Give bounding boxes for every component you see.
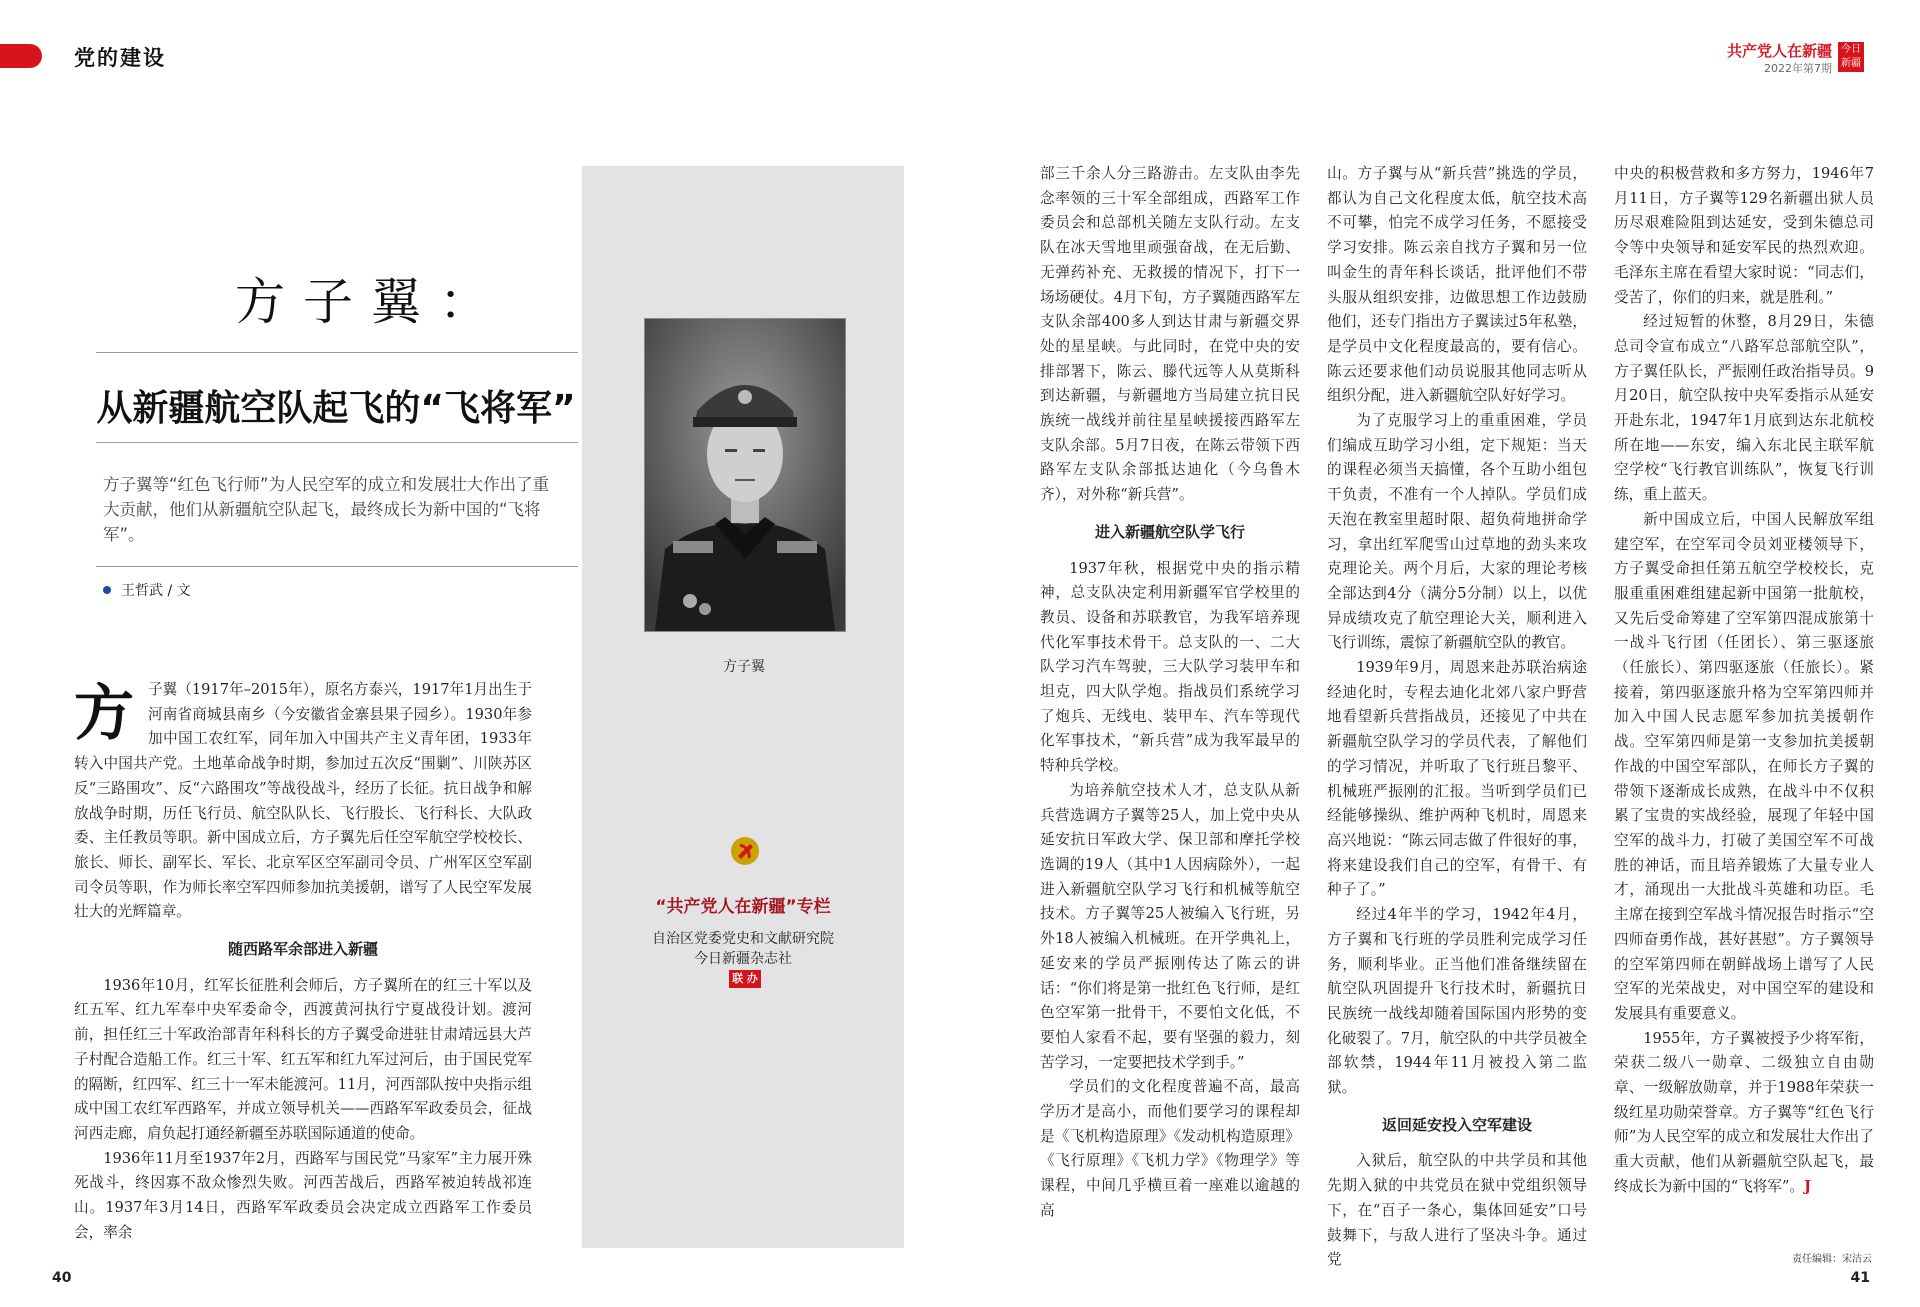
paragraph: 学员们的文化程度普遍不高，最高学历才是高小，而他们要学习的课程却是《飞机构造原理》《发动机构造原理》《飞行原理》《飞机力学》《物理学》等课程，中间几乎横亘着一座难以逾越的高: [1040, 1078, 1300, 1219]
body-column-1: [74, 678, 532, 1245]
end-mark-icon: J: [1804, 1177, 1811, 1195]
paragraph: 经过短暂的休整，8月29日，朱德总司令宣布成立“八路军总部航空队”，方子翼任队长，严振刚任政治指导员。9月20日，航空队按中央军委指示从延安开赴东北，1947年1月底到达东北航校所在地——东安，编入东北民主联军航空学校“飞行教官训练队”，恢复飞行训练，重上蓝天。: [1614, 313, 1874, 504]
paragraph: 入狱后，航空队的中共学员和其他先期入狱的中共党员在狱中党组织领导下，在“百子一条心，集体回延安”口号鼓舞下，与敌人进行了坚决斗争。通过党: [1327, 1152, 1587, 1269]
column-box-org-1: 自治区党委党史和文献研究院: [652, 931, 834, 947]
byline-dot-icon: [103, 586, 111, 594]
paragraph: 为培养航空技术人才，总支队从新兵营选调方子翼等25人，加上党中央从延安抗日军政大学、保卫部和摩托学校选调的19人（其中1人因病除外），一起进入新疆航空队学习飞行和机械等航空技术。方子翼等25人被编入飞行班，另外18人被编入机械班。在开学典礼上，延安来的学员严振刚传达了陈云的讲话：“你们将是第一批红色飞行师，是红色空军第一批骨干，不要怕文化低，不要怕人家看不起，要有坚强的毅力，刻苦学习，一定要把技术学到手。”: [1040, 781, 1300, 1071]
section-tab-marker: [0, 44, 42, 68]
paragraph-text: 1955年，方子翼被授予少将军衔，荣获二级八一勋章、二级独立自由勋章、一级解放勋章，并于1988年荣获一级红星功勋荣誉章。方子翼等“红色飞行师”为人民空军的成立和发展壮大作出了重大贡献，他们从新疆航空队起飞，最终成长为新中国的“飞将军”。: [1614, 1029, 1874, 1195]
byline: [103, 580, 191, 600]
paragraph: 1939年9月，周恩来赴苏联治病途经迪化时，专程去迪化北郊八家户野营地看望新兵营指战员，还接见了中共在新疆航空队学习的学员代表，了解他们的学习情况，并听取了飞行班吕黎平、机械班严振刚的汇报。当听到学员们已经能够操纵、维护两种飞机时，周恩来高兴地说：“陈云同志做了件很好的事，将来建设我们自己的空军，有骨干、有种子了。”: [1327, 659, 1587, 899]
subheading: 进入新疆航空队学飞行: [1094, 522, 1245, 541]
portrait-illustration: [645, 319, 845, 631]
article-title-name: 方子翼：: [235, 273, 507, 331]
portrait-photo: [644, 318, 846, 632]
subheading: 随西路军余部进入新疆: [227, 940, 378, 959]
paragraph: 为了克服学习上的重重困难，学员们编成互助学习小组，定下规矩：当天的课程必须当天搞懂，各个互助小组包干负责，不准有一个人掉队。学员们成天泡在教室里超时限、超负荷地拼命学习，拿出红军爬雪山过草地的劲头来攻克理论关。两个月后，大家的理论考核全部达到4分（满分5分制）以上，以优异成绩攻克了航空理论大关，顺利进入飞行训练，震惊了新疆航空队的教官。: [1327, 412, 1587, 652]
body-column-4: [1614, 162, 1874, 1200]
section-label: 党的建设: [74, 45, 166, 70]
paragraph: 经过4年半的学习，1942年4月，方子翼和飞行班的学员胜利完成学习任务，顺利毕业。正当他们准备继续留在航空队巩固提升飞行技术时，新疆抗日民族统一战线却随着国际国内形势的变化破裂了。7月，航空队的中共学员被全部软禁，1944年11月被投入第二监狱。: [1327, 906, 1587, 1097]
title-rule-bottom: [96, 442, 578, 443]
magazine-logo: 今日新疆: [1838, 42, 1864, 72]
magazine-title: 共产党人在新疆: [1726, 42, 1832, 60]
byline-text: 王哲武 / 文: [121, 583, 191, 599]
subheading: 返回延安投入空军建设: [1381, 1115, 1532, 1134]
column-box-org-2: 今日新疆杂志社: [694, 951, 792, 967]
paragraph: 山。方子翼与从“新兵营”挑选的学员，都认为自己文化程度太低，航空技术高不可攀，怕完不成学习任务，不愿接受学习安排。陈云亲自找方子翼和另一位叫金生的青年科长谈话，批评他们不带头服从组织安排，边做思想工作边鼓励他们，还专门指出方子翼读过5年私塾，是学员中文化程度最高的，要有信心。陈云还要求他们动员说服其他同志听从组织分配，进入新疆航空队好好学习。: [1327, 165, 1587, 405]
title-rule-top: [96, 352, 578, 353]
article-subtitle: 从新疆航空队起飞的“飞将军”: [96, 388, 576, 429]
body-column-3: [1327, 162, 1587, 1273]
editor-credit: 责任编辑：宋洁云: [1792, 1254, 1872, 1265]
paragraph: [74, 678, 532, 925]
column-box-title: “共产党人在新疆”专栏: [655, 897, 831, 917]
paragraph: [1614, 1027, 1874, 1200]
lead-rule: [96, 566, 578, 567]
photo-caption: 方子翼: [723, 659, 765, 675]
body-column-2: [1040, 162, 1300, 1224]
paragraph: 中央的积极营救和多方努力，1946年7月11日，方子翼等129名新疆出狱人员历尽艰难险阻到达延安，受到朱德总司令等中央领导和延安军民的热烈欢迎。毛泽东主席在看望大家时说：“同志们，受苦了，你们的归来，就是胜利。”: [1614, 165, 1874, 306]
paragraph: 新中国成立后，中国人民解放军组建空军，在空军司令员刘亚楼领导下，方子翼受命担任第五航空学校校长，克服重重困难组建起新中国第一批航校，又先后受命筹建了空军第四混成旅第十一战斗飞行团（任团长）、第三驱逐旅（任旅长）、第四驱逐旅（任旅长）。紧接着，第四驱逐旅升格为空军第四师并加入中国人民志愿军参加抗美援朝作战。空军第四师是第一支参加抗美援朝作战的中国空军部队，在师长方子翼的带领下逐渐成长成熟，在战斗中不仅积累了宝贵的实战经验，展现了年轻中国空军的战斗力，打破了美国空军不可战胜的神话，而且培养锻炼了大量专业人才，涌现出一大批战斗英雄和功臣。毛主席在接到空军战斗情况报告时指示“空四师奋勇作战，甚好甚慰”。方子翼领导的空军第四师在朝鲜战场上谱写了人民空军的光荣战史，对中国空军的建设和发展具有重要意义。: [1614, 510, 1874, 1022]
magazine-issue: 2022年第7期: [1764, 62, 1832, 75]
paragraph-text: 子翼（1917年–2015年），原名方泰兴，1917年1月出生于河南省商城县南乡（今安徽省金寨县果子园乡）。1930年参加中国工农红军，同年加入中国共产主义青年团，1933年转入中国共产党。土地革命战争时期，参加过五次反“围剿”、川陕苏区反“三路围攻”、反“六路围攻”等战役战斗，经历了长征。抗日战争和解放战争时期，历任飞行员、航空队队长、飞行股长、飞行科长、大队政委、主任教员等职。新中国成立后，方子翼先后任空军航空学校校长、旅长、师长、副军长、军长、北京军区空军副司令员、广州军区空军副司令员等职，作为师长率空军四师参加抗美援朝，谱写了人民空军发展壮大的光辉篇章。: [74, 681, 532, 921]
article-lead: 方子翼等“红色飞行师”为人民空军的成立和发展壮大作出了重大贡献，他们从新疆航空队起飞，最终成长为新中国的“飞将军”。: [103, 475, 550, 544]
page-number-left: 40: [52, 1270, 72, 1286]
page-number-right: 41: [1850, 1270, 1870, 1286]
drop-cap: 方: [74, 679, 134, 749]
column-box-badge: 联 办: [729, 970, 761, 988]
paragraph: 1936年10月，红军长征胜利会师后，方子翼所在的红三十军以及红五军、红九军奉中央军委命令，西渡黄河执行宁夏战役计划。渡河前，担任红三十军政治部青年科科长的方子翼受命进驻甘肃靖远县大芦子村配合造船工作。红三十军、红五军和红九军过河后，由于国民党军的隔断，红四军、红三十一军未能渡河。11月，河西部队按中央指示组成中国工农红军西路军，并成立领导机关——西路军军政委员会，征战河西走廊，肩负起打通经新疆至苏联国际通道的使命。: [74, 976, 532, 1142]
paragraph: 1936年11月至1937年2月，西路军与国民党“马家军”主力展开殊死战斗，终因寡不敌众惨烈失败。河西苦战后，西路军被迫转战祁连山。1937年3月14日，西路军军政委员会决定成立西路军工作委员会，率余: [74, 1149, 532, 1241]
paragraph: 1937年秋，根据党中央的指示精神，总支队决定利用新疆军官学校里的教员、设备和苏联教官，为我军培养现代化军事技术骨干。总支队的一、二大队学习汽车驾驶，三大队学习装甲车和坦克，四大队学炮。指战员们系统学习了炮兵、无线电、装甲车、汽车等现代化军事技术，“新兵营”成为我军最早的特种兵学校。: [1040, 559, 1300, 775]
paragraph: 部三千余人分三路游击。左支队由李先念率领的三十军全部组成，西路军工作委员会和总部机关随左支队行动。左支队在冰天雪地里顽强奋战，在无后勤、无弹药补充、无救援的情况下，打下一场场硬仗。4月下旬，方子翼随西路军左支队余部400多人到达甘肃与新疆交界处的星星峡。与此同时，在党中央的安排部署下，陈云、滕代远等人从莫斯科到达新疆，与新疆地方当局建立抗日民族统一战线并前往星星峡援接西路军左支队余部。5月7日夜，在陈云带领下西路军左支队余部抵达迪化（今乌鲁木齐），对外称“新兵营”。: [1040, 165, 1300, 504]
party-emblem-icon: [730, 836, 760, 866]
